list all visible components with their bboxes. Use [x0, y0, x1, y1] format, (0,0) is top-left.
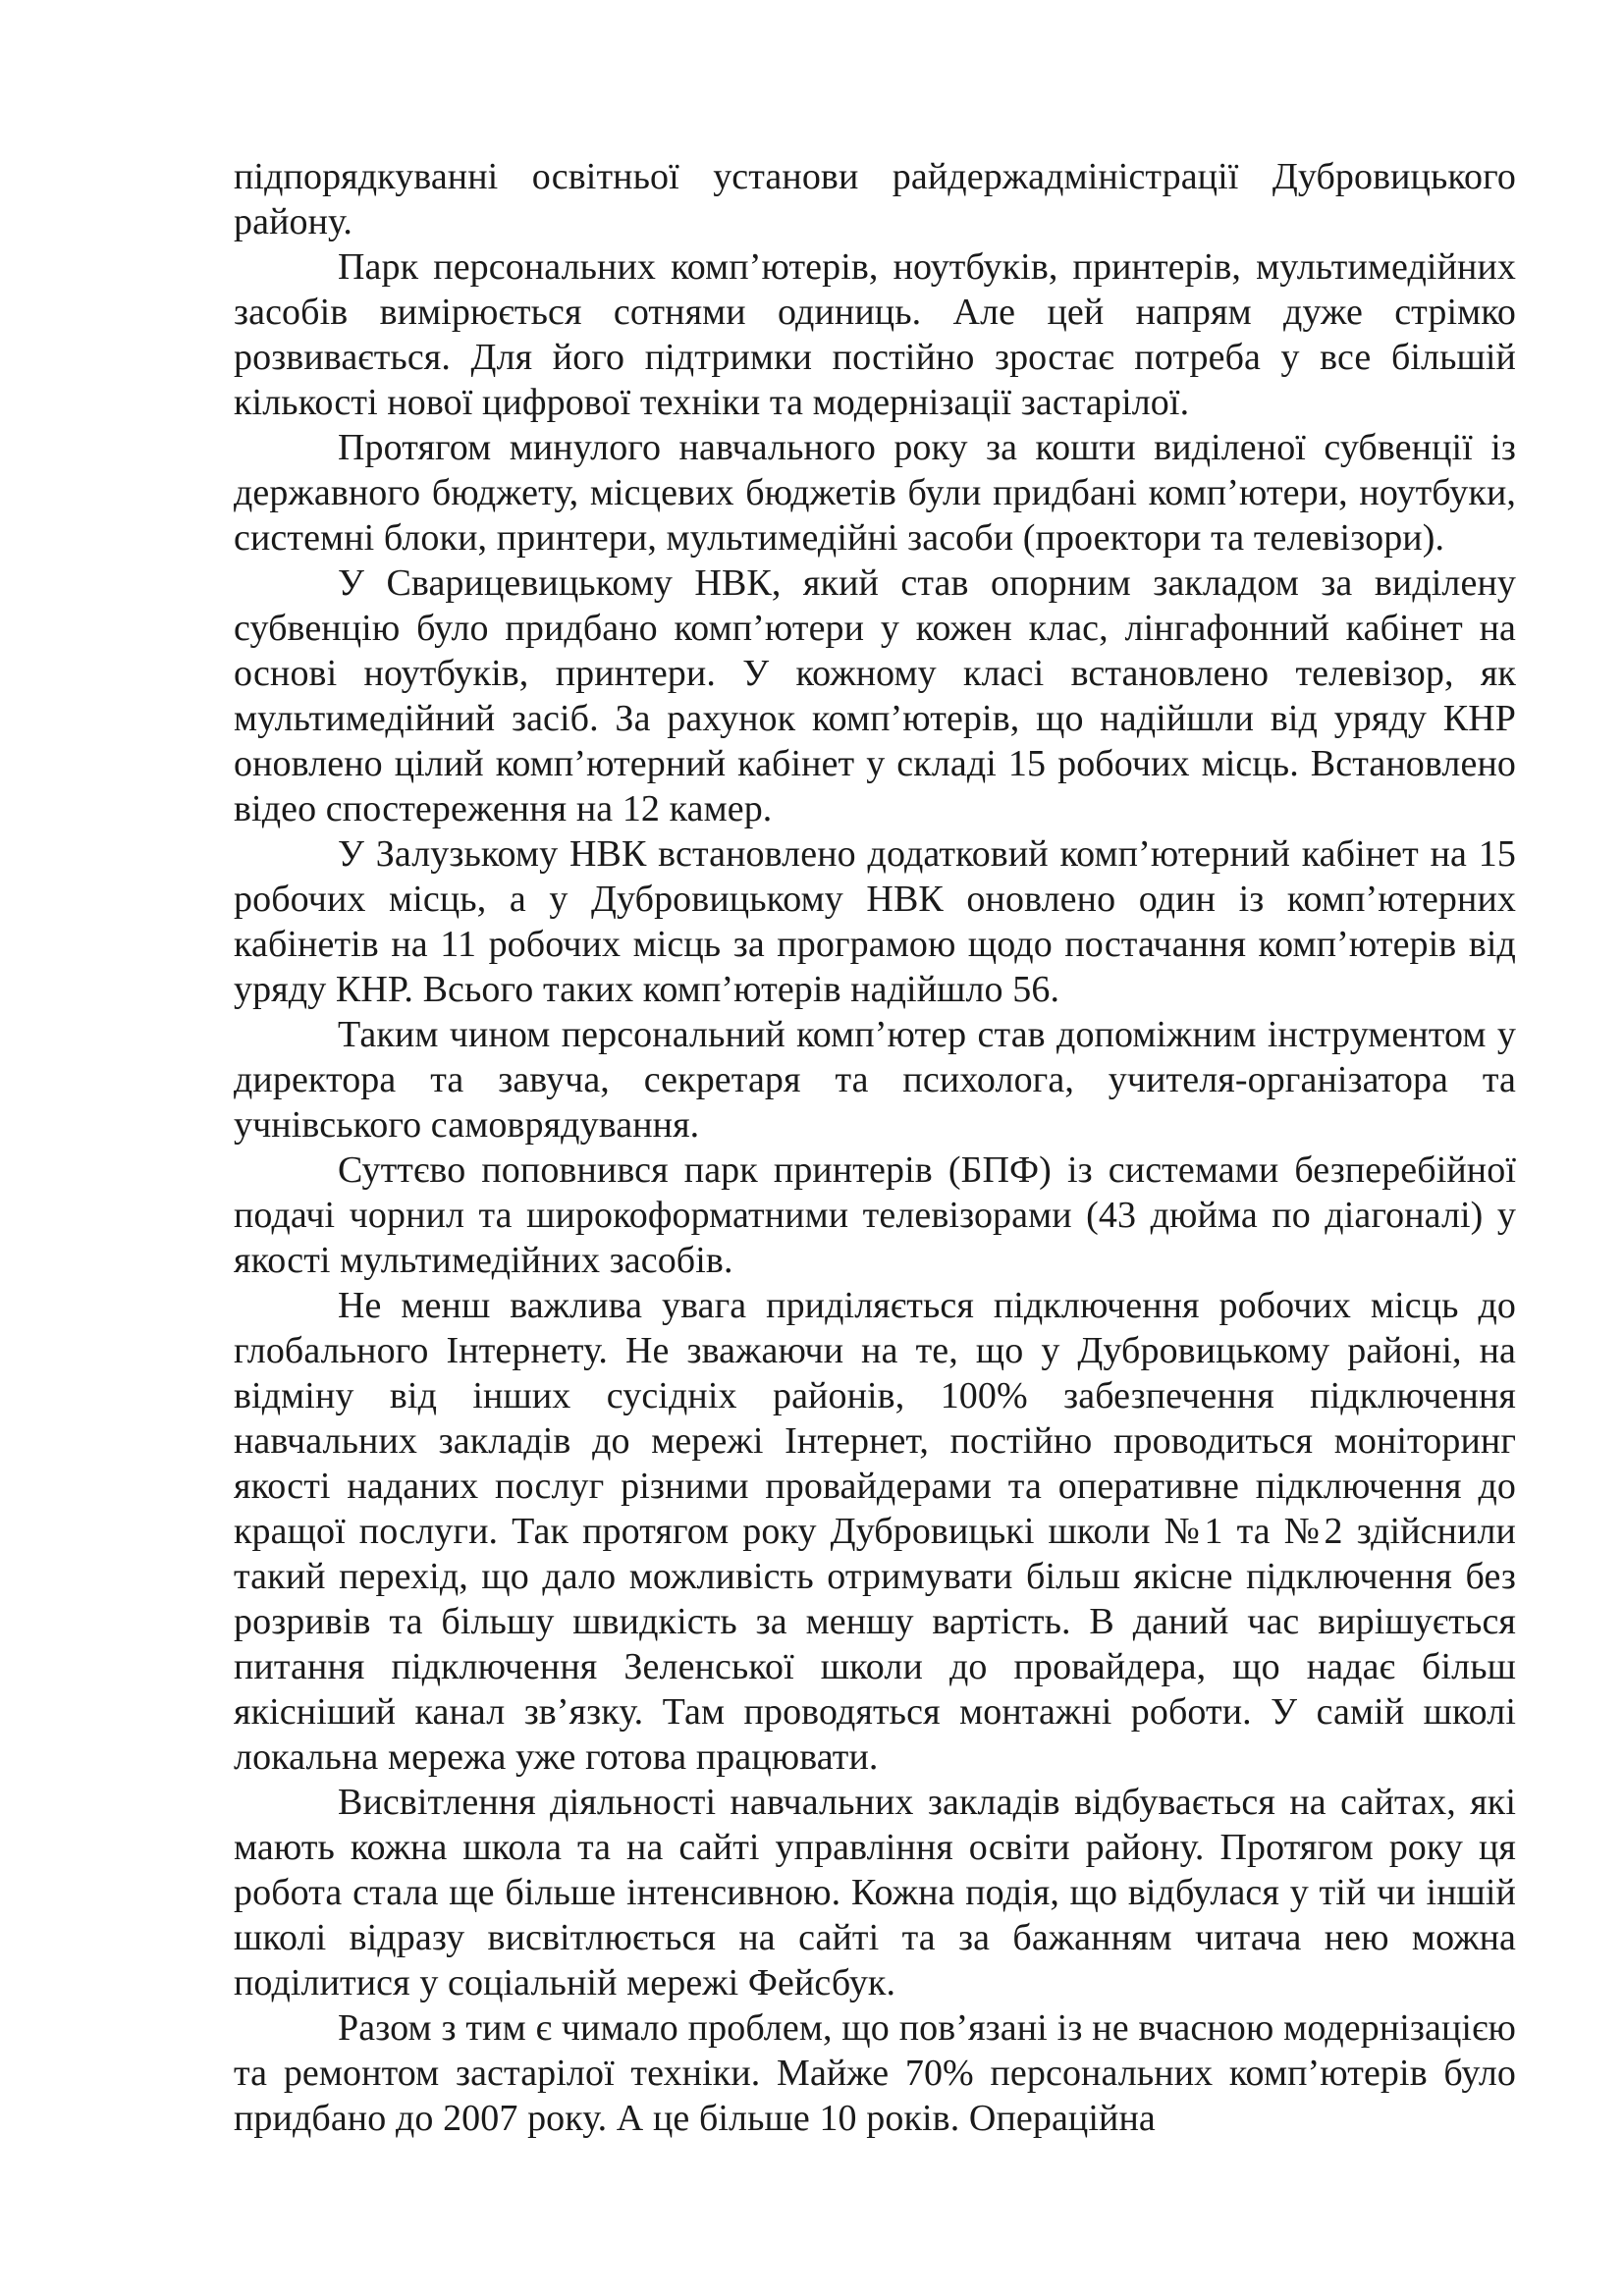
- paragraph-1: підпорядкуванні освітньої установи райдержадміністрації Дубровицького району.: [234, 156, 1516, 242]
- paragraph-2: Парк персональних комп’ютерів, ноутбуків, принтерів, мультимедійних засобів вимірюється сотнями одиниць. Але цей напрям дуже стрімко розвивається. Для його підтримки постійно зростає потреба у все більшій кількості нової цифрової техніки та модернізації застарілої.: [234, 246, 1516, 423]
- paragraph-7: Суттєво поповнився парк принтерів (БПФ) із системами безперебійної подачі чорнил та широкоформатними телевізорами (43 дюйма по діагоналі) у якості мультимедійних засобів.: [234, 1149, 1516, 1281]
- paragraph-3: Протягом минулого навчального року за кошти виділеної субвенції із державного бюджету, місцевих бюджетів були придбані комп’ютери, ноутбуки, системні блоки, принтери, мультимедійні засоби (проектори та телевізори).: [234, 427, 1516, 559]
- paragraph-4: У Сварицевицькому НВК, який став опорним закладом за виділену субвенцію було придбано комп’ютери у кожен клас, лінгафонний кабінет на основі ноутбуків, принтери. У кожному класі встановлено телевізор, як мультимедійний засіб. За рахунок комп’ютерів, що надійшли від уряду КНР оновлено цілий комп’ютерний кабінет у складі 15 робочих місць. Встановлено відео спостереження на 12 камер.: [234, 562, 1516, 829]
- paragraph-5: У Залузькому НВК встановлено додатковий комп’ютерний кабінет на 15 робочих місць, а у Дубровицькому НВК оновлено один із комп’ютерних кабінетів на 11 робочих місць за програмою щодо постачання комп’ютерів від уряду КНР. Всього таких комп’ютерів надійшло 56.: [234, 833, 1516, 1010]
- paragraph-9: Висвітлення діяльності навчальних закладів відбувається на сайтах, які мають кожна школа та на сайті управління освіти району. Протягом року ця робота стала ще більше інтенсивною. Кожна подія, що відбулася у тій чи іншій школі відразу висвітлюється на сайті та за бажанням читача нею можна поділитися у соціальній мережі Фейсбук.: [234, 1782, 1516, 2003]
- paragraph-8: Не менш важлива увага приділяється підключення робочих місць до глобального Інтернету. Не зважаючи на те, що у Дубровицькому районі, на відміну від інших сусідніх районів, 100% забезпечення підключення навчальних закладів до мережі Інтернет, постійно проводиться моніторинг якості наданих послуг різними провайдерами та оперативне підключення до кращої послуги. Так протягом року Дубровицькі школи №1 та №2 здійснили такий перехід, що дало можливість отримувати більш якісне підключення без розривів та більшу швидкість за меншу вартість. В даний час вирішується питання підключення Зеленської школи до провайдера, що надає більш якісніший канал зв’язку. Там проводяться монтажні роботи. У самій школі локальна мережа уже готова працювати.: [234, 1285, 1516, 1778]
- paragraph-10: Разом з тим є чимало проблем, що пов’язані із не вчасною модернізацією та ремонтом застарілої техніки. Майже 70% персональних комп’ютерів було придбано до 2007 року. А це більше 10 років. Операційна: [234, 2007, 1516, 2139]
- document-body: [234, 154, 1516, 2141]
- paragraph-6: Таким чином персональний комп’ютер став допоміжним інструментом у директора та завуча, секретаря та психолога, учителя-організатора та учнівського самоврядування.: [234, 1014, 1516, 1146]
